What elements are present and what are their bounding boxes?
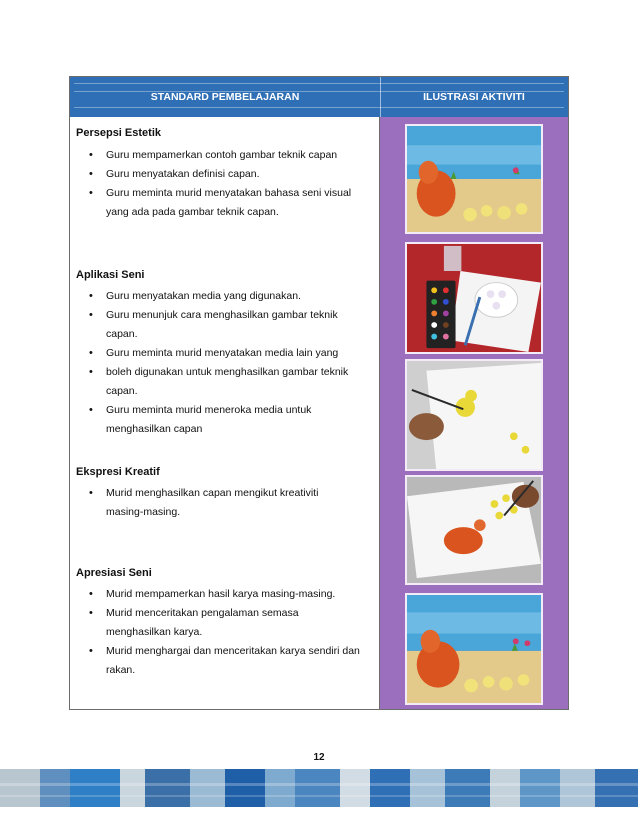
list-item: • Murid menghasilkan capan mengikut kreativiti masing-masing. [70, 484, 375, 522]
list-item: • Murid mempamerkan hasil karya masing-masing. [70, 585, 375, 604]
section-list-apresiasi-seni [70, 585, 375, 680]
list-item: • Guru menunjuk cara menghasilkan gambar teknik capan. [70, 306, 375, 344]
decorative-footer-band [0, 769, 638, 807]
list-item: • boleh digunakan untuk menghasilkan gambar teknik capan. [70, 363, 375, 401]
photo-student-printing [405, 475, 543, 585]
section-list-ekspresi-kreatif [70, 484, 375, 522]
list-item: • Guru menyatakan definisi capan. [70, 165, 375, 184]
lesson-table [69, 76, 569, 710]
header-ilustrasi-aktiviti: ILUSTRASI AKTIVITI [423, 91, 525, 103]
section-list-aplikasi-seni [70, 287, 375, 439]
table-header [70, 77, 568, 117]
photo-finished-artwork-2 [405, 593, 543, 705]
photo-painting-demo [405, 359, 543, 471]
photo-materials [405, 242, 543, 354]
list-item: • Guru menyatakan media yang digunakan. [70, 287, 375, 306]
section-title-persepsi-estetik: Persepsi Estetik [76, 127, 161, 139]
list-item: • Guru meminta murid meneroka media untuk menghasilkan capan [70, 401, 375, 439]
list-item: • Guru meminta murid menyatakan bahasa seni visual yang ada pada gambar teknik capan. [70, 184, 375, 222]
illustration-column [380, 117, 568, 709]
list-item: • Murid menceritakan pengalaman semasa menghasilkan karya. [70, 604, 375, 642]
list-item: • Guru mempamerkan contoh gambar teknik capan [70, 146, 375, 165]
list-item: • Murid menghargai dan menceritakan karya sendiri dan rakan. [70, 642, 375, 680]
photo-finished-artwork [405, 124, 543, 234]
section-list-persepsi-estetik [70, 146, 375, 222]
section-title-aplikasi-seni: Aplikasi Seni [76, 269, 145, 281]
page-number: 12 [313, 752, 325, 763]
header-standard-pembelajaran: STANDARD PEMBELAJARAN [150, 91, 300, 103]
list-item: • Guru meminta murid menyatakan media lain yang [70, 344, 375, 363]
standards-column [70, 117, 380, 709]
section-title-apresiasi-seni: Apresiasi Seni [76, 567, 152, 579]
section-title-ekspresi-kreatif: Ekspresi Kreatif [76, 466, 160, 478]
